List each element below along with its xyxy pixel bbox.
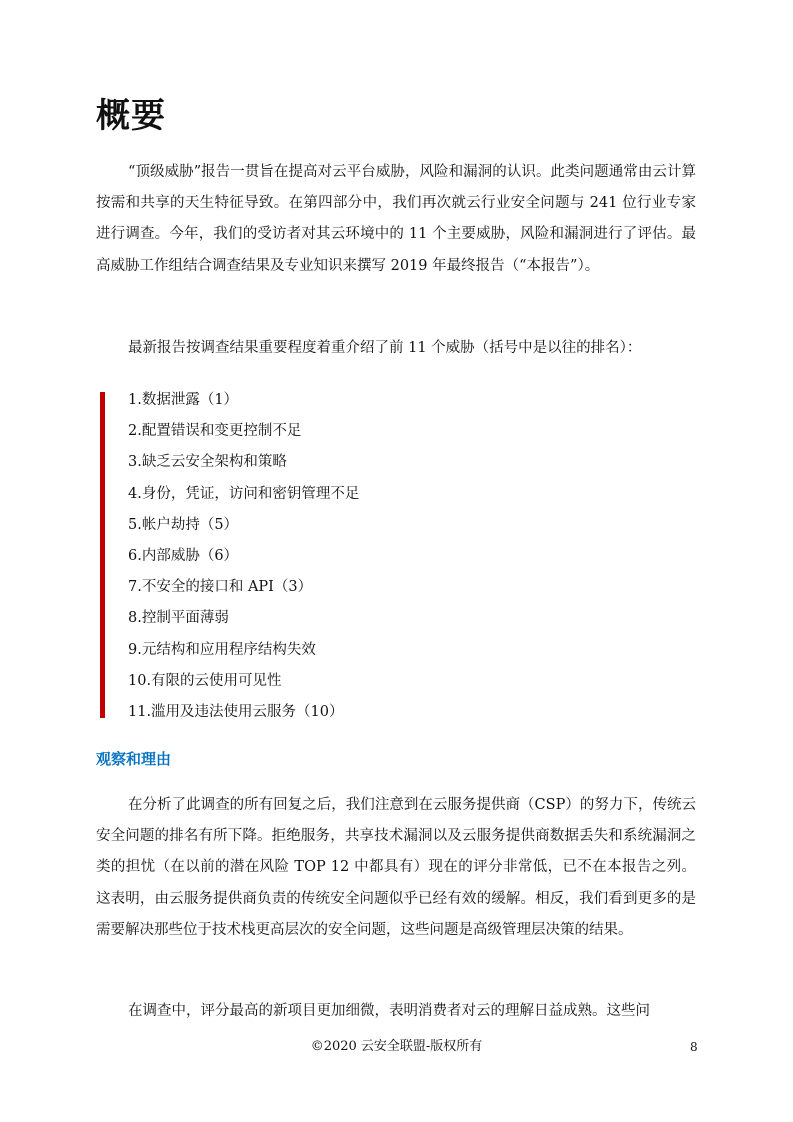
list-item: 2.配置错误和变更控制不足 <box>128 423 302 440</box>
list-item: 7.不安全的接口和 API（3） <box>128 579 313 596</box>
list-item: 11.滥用及违法使用云服务（10） <box>128 703 344 720</box>
list-item: 5.帐户劫持（5） <box>128 516 239 533</box>
list-accent-bar <box>100 392 105 718</box>
list-item: 6.内部威胁（6） <box>128 547 239 564</box>
section-paragraph-continued: 在调查中，评分最高的新项目更加细微，表明消费者对云的理解日益成熟。这些问 <box>128 1003 650 1019</box>
list-item: 9.元结构和应用程序结构失效 <box>128 641 316 658</box>
list-item: 1.数据泄露（1） <box>128 392 239 408</box>
footer-copyright: ©2020 云安全联盟-版权所有 <box>310 1039 483 1054</box>
page-number: 8 <box>690 1040 698 1054</box>
list-item: 8.控制平面薄弱 <box>128 610 229 627</box>
page-title: 概要 <box>96 96 166 136</box>
list-item: 10.有限的云使用可见性 <box>128 672 282 689</box>
section-heading: 观察和理由 <box>96 750 172 768</box>
intro-paragraph: “顶级威胁”报告一贯旨在提高对云平台威胁，风险和漏洞的认识。此类问题通常由云计算按需和共享的天生特征导致。在第四部分中，我们再次就云行业安全问题与 241 位行业专家进行调查。今年，我们的受访者对其云环境中的 11 个主要威胁，风险和漏洞进行了评估。最高威胁工作组结合调查结果及专业知识来撰写 2019 年最终报告（“本报告”）。 <box>96 164 696 274</box>
list-intro-paragraph: 最新报告按调查结果重要程度着重介绍了前 11 个威胁（括号中是以往的排名）： <box>128 340 642 356</box>
list-item: 4.身份，凭证，访问和密钥管理不足 <box>128 485 360 502</box>
section-paragraph: 在分析了此调查的所有回复之后，我们注意到在云服务提供商（CSP）的努力下，传统云安全问题的排名有所下降。拒绝服务，共享技术漏洞以及云服务提供商数据丢失和系统漏洞之类的担忧（在以前的潜在风险 TOP 12 中都具有）现在的评分非常低，已不在本报告之列。这表明，由云服务提供商负责的传统安全问题似乎已经有效的缓解。相反，我们看到更多的是需要解决那些位于技术栈更高层次的安全问题，这些问题是高级管理层决策的结果。 <box>96 797 696 938</box>
threat-list <box>128 385 359 728</box>
list-item: 3.缺乏云安全架构和策略 <box>128 454 287 471</box>
